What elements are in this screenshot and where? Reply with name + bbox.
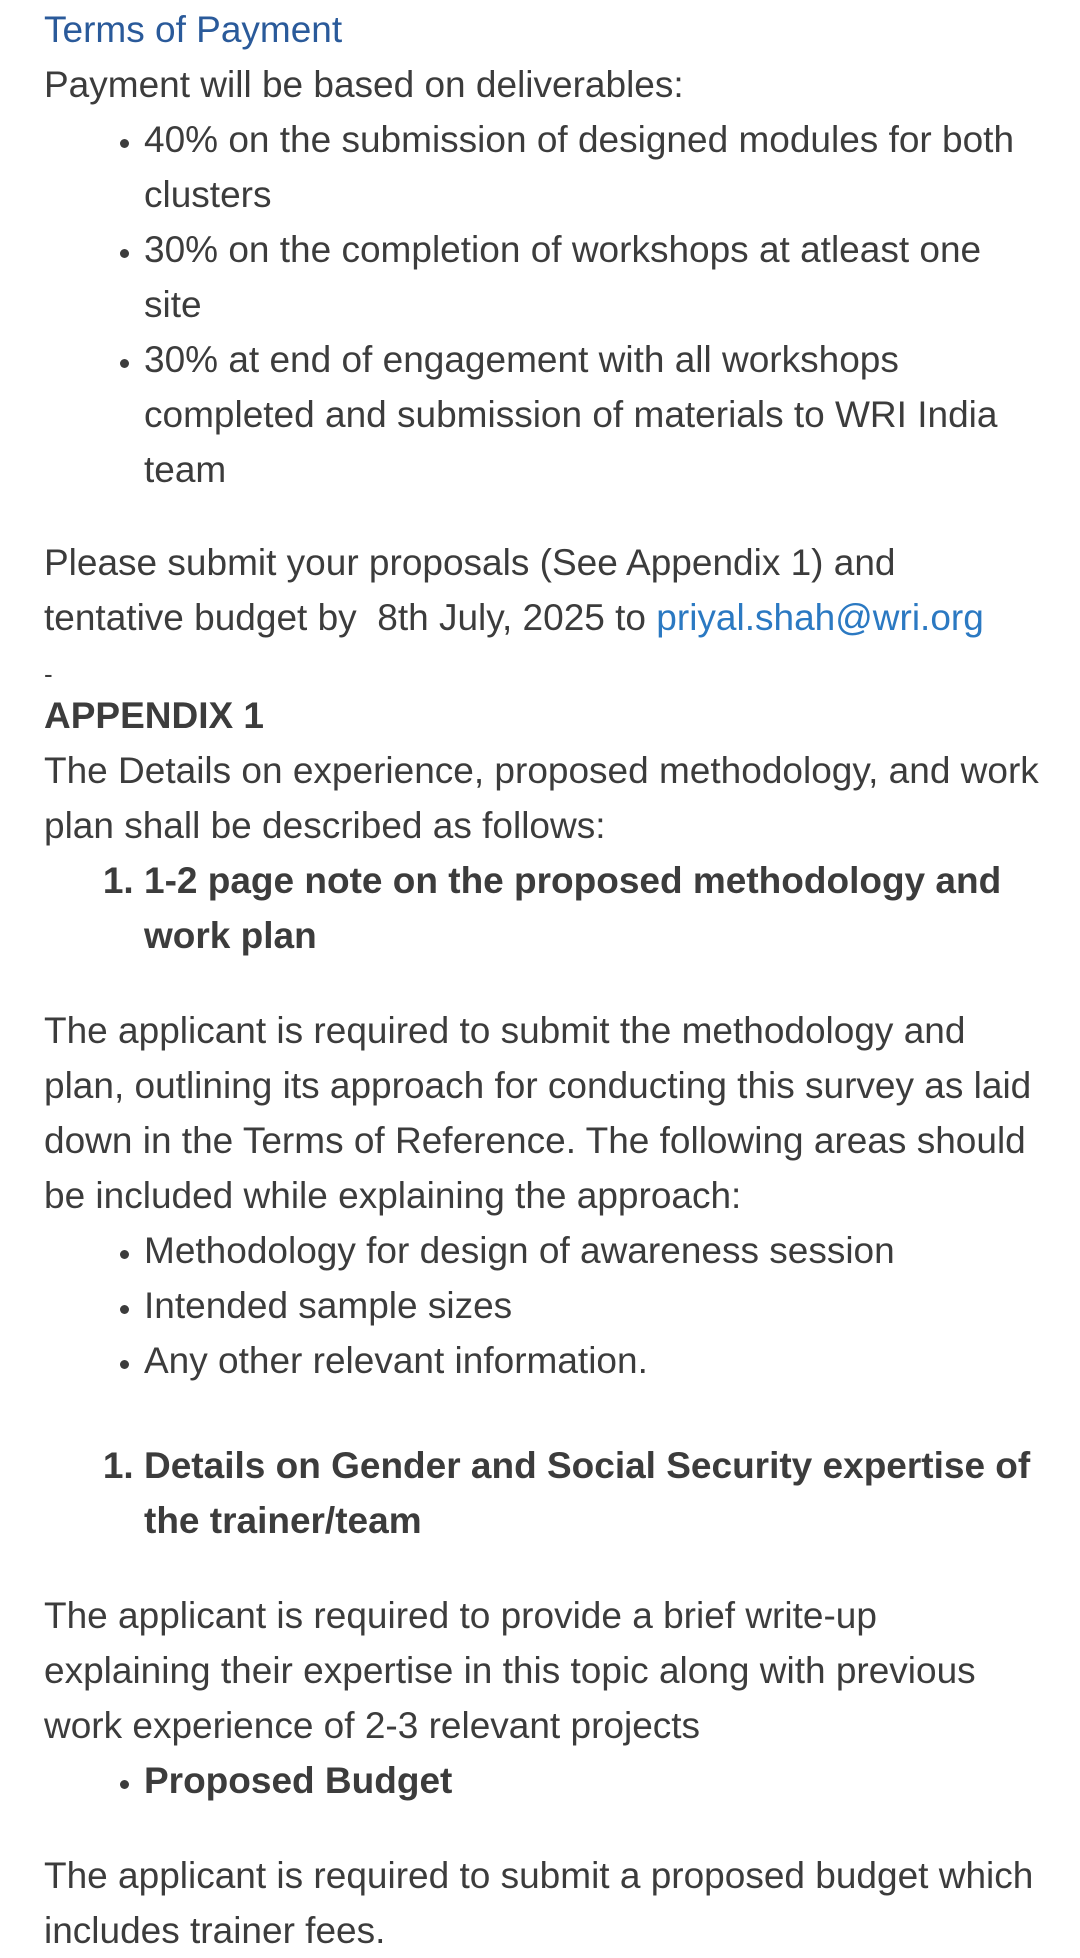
document-body — [44, 2, 1044, 1958]
payment-list — [44, 112, 1044, 497]
email-link[interactable]: priyal.shah@wri.org — [656, 597, 984, 638]
methodology-note-heading: 1. 1-2 page note on the proposed methodology and work plan — [144, 853, 1044, 963]
submission-text: Please submit your proposals (See Appendix 1) and tentative budget by 8th July, 2025 to — [44, 542, 896, 638]
payment-item: • 40% on the submission of designed modules for both clusters — [144, 112, 1044, 222]
appendix-intro: The Details on experience, proposed methodology, and work plan shall be described as follows: — [44, 750, 1039, 846]
separator-dash: - — [44, 659, 53, 689]
list-item: • Any other relevant information. — [144, 1333, 1044, 1388]
budget-description: The applicant is required to submit a proposed budget which includes trainer fees. — [44, 1855, 1034, 1951]
expertise-description: The applicant is required to provide a brief write-up explaining their expertise in this topic along with previous work experience of 2-3 relevant projects — [44, 1595, 976, 1746]
appendix-list-1 — [44, 853, 1044, 963]
payment-item: • 30% on the completion of workshops at atleast one site — [144, 222, 1044, 332]
expertise-heading: 1. Details on Gender and Social Security expertise of the trainer/team — [144, 1438, 1044, 1548]
payment-item: • 30% at end of engagement with all workshops completed and submission of materials to WRI India team — [144, 332, 1044, 497]
appendix-list-2 — [44, 1438, 1044, 1548]
methodology-description: The applicant is required to submit the methodology and plan, outlining its approach for conducting this survey as laid down in the Terms of Reference. The following areas should be included while explaining the approach: — [44, 1010, 1032, 1216]
payment-intro: Payment will be based on deliverables: — [44, 64, 684, 105]
submission-instructions — [44, 535, 1044, 645]
list-item: • Intended sample sizes — [144, 1278, 1044, 1333]
appendix-title: APPENDIX 1 — [44, 695, 265, 736]
list-item: • Methodology for design of awareness session — [144, 1223, 1044, 1278]
budget-heading: • Proposed Budget — [144, 1753, 1044, 1808]
methodology-areas-list — [44, 1223, 1044, 1388]
budget-list — [44, 1753, 1044, 1808]
terms-of-payment-heading[interactable]: Terms of Payment — [44, 9, 343, 50]
